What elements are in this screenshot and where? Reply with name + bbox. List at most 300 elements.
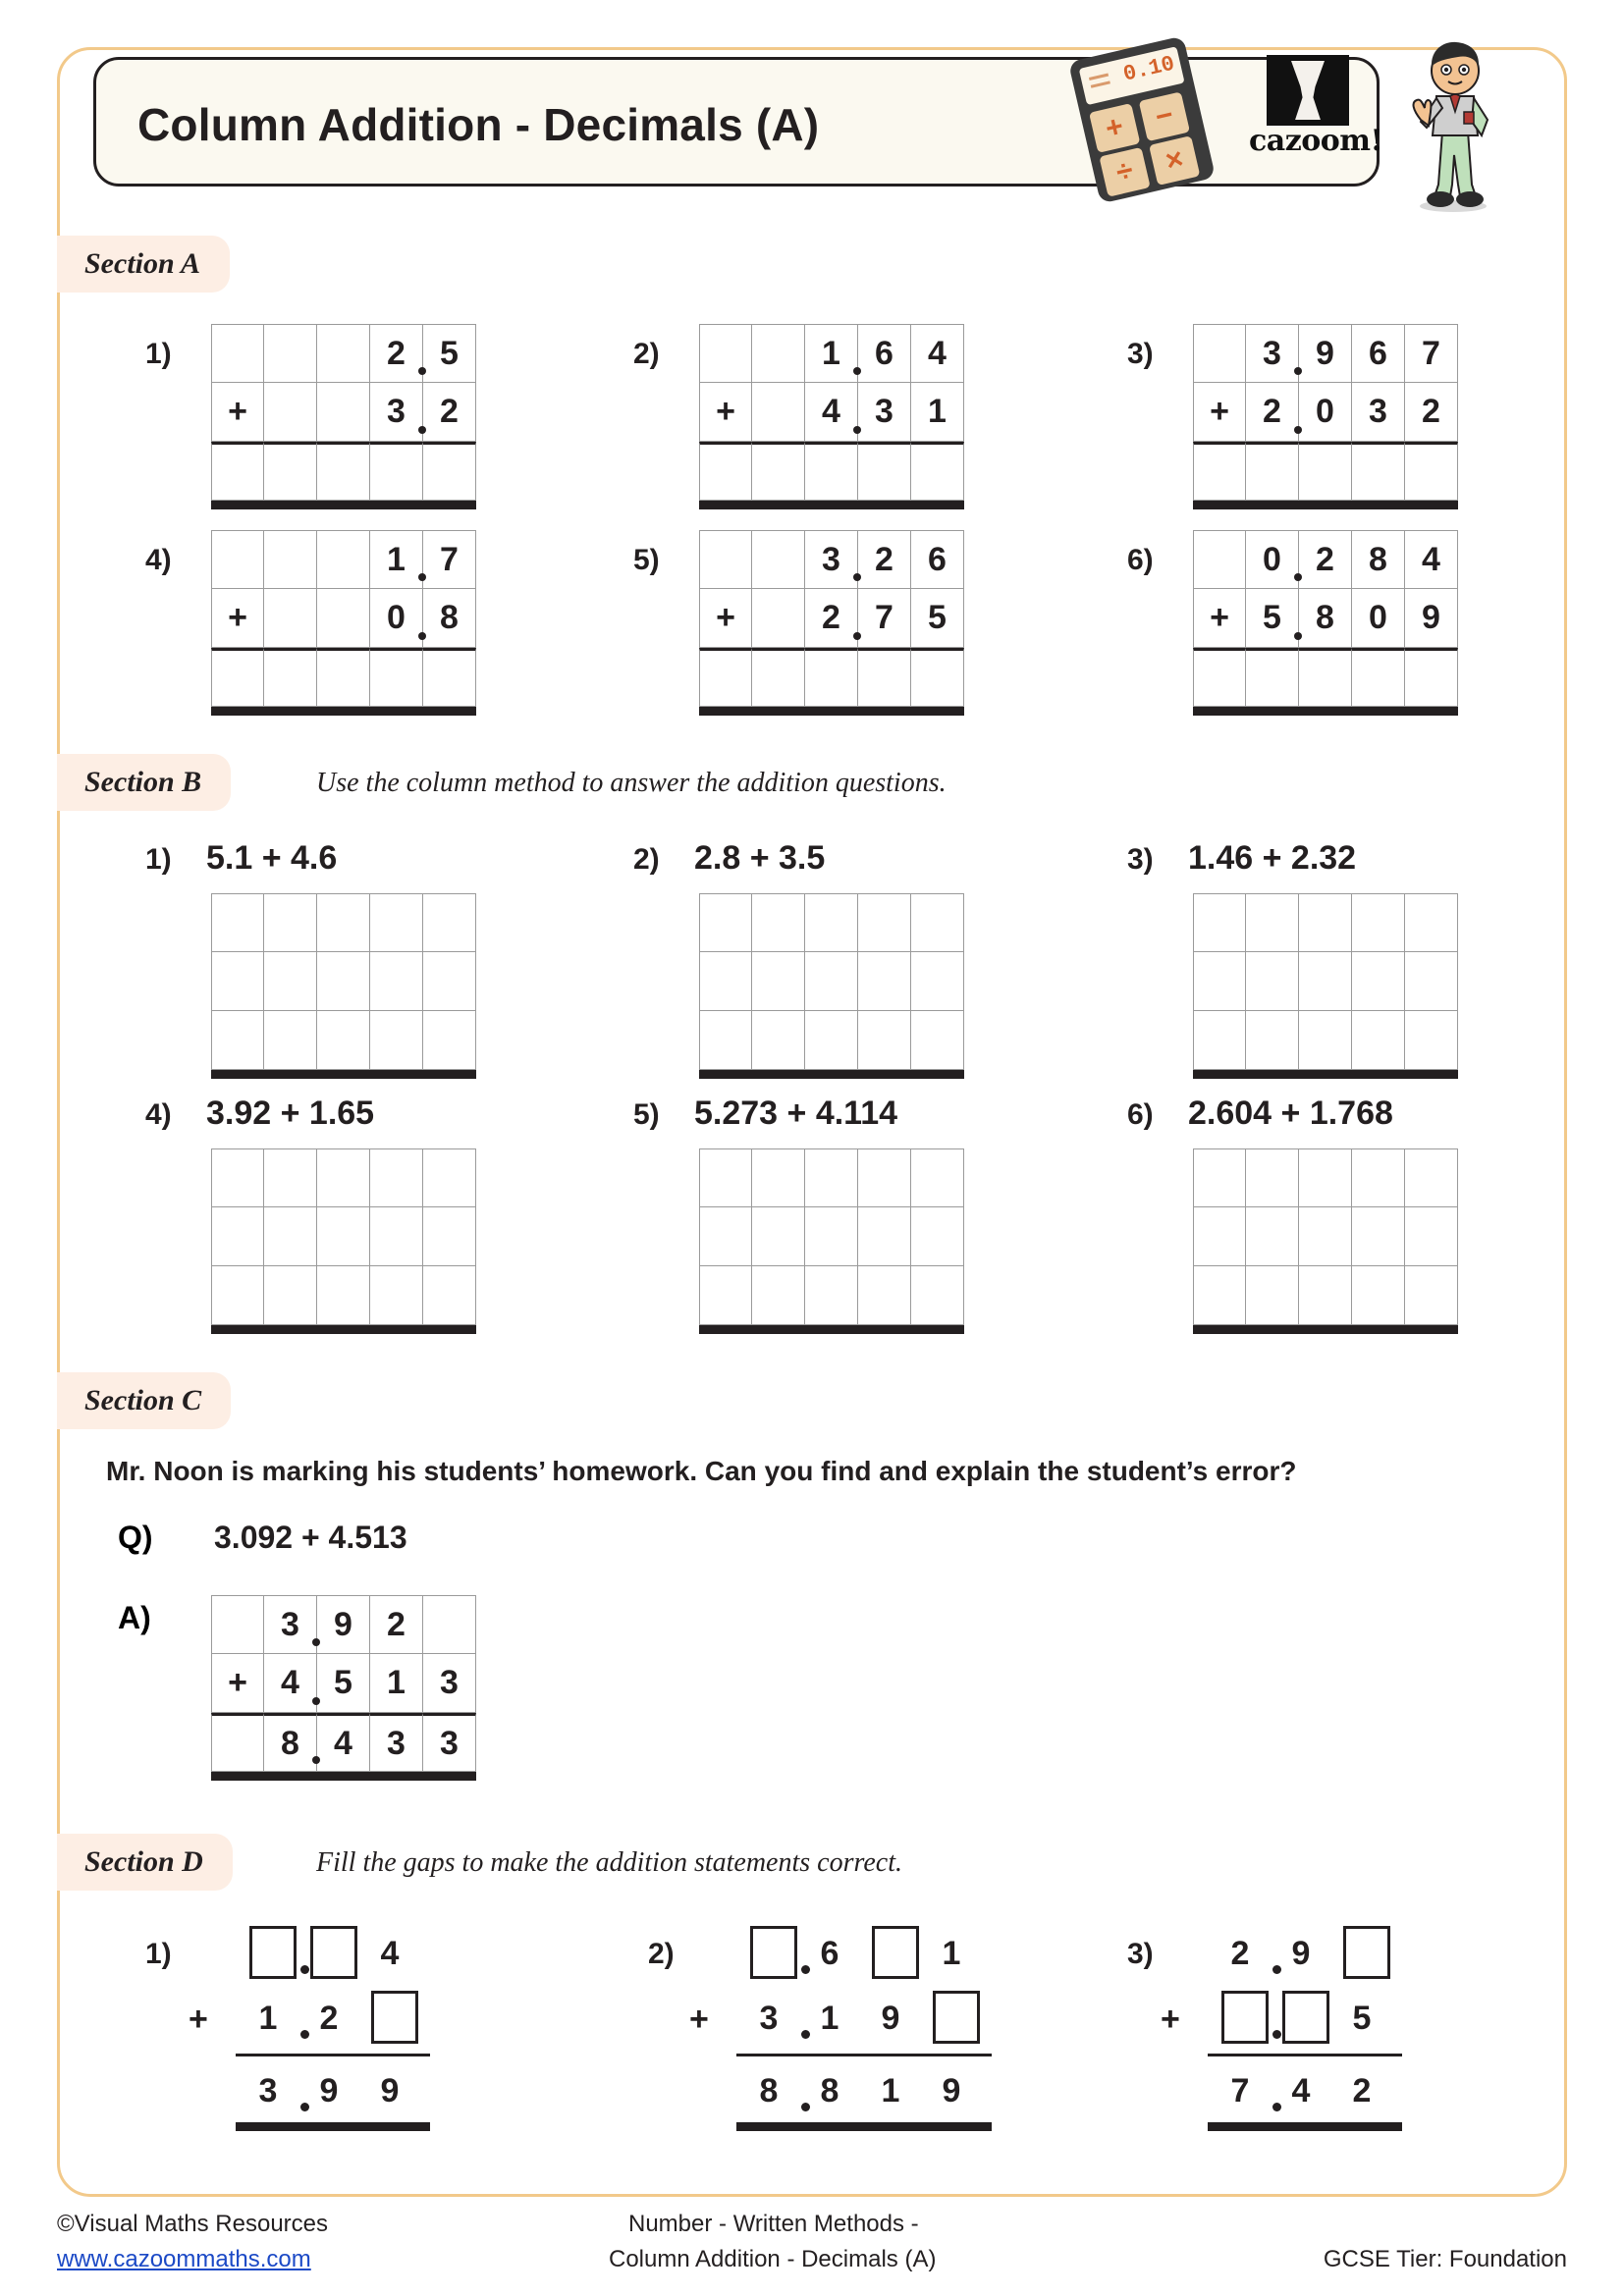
question-number: 1) (145, 338, 172, 370)
grid-cell[interactable] (317, 648, 370, 707)
fill-in-box[interactable] (1282, 1991, 1329, 2044)
grid-cell[interactable] (423, 1207, 476, 1266)
section-b-question-4-answer-grid (211, 1148, 476, 1334)
grid-cell[interactable]: + (211, 589, 264, 648)
grid-cell[interactable] (699, 1011, 752, 1070)
grid-cell[interactable] (699, 648, 752, 707)
grid-cell[interactable]: 1 (370, 530, 423, 589)
section-a-question-1-grid (211, 324, 476, 509)
grid-cell[interactable]: 3 (423, 1654, 476, 1713)
grid-cell[interactable]: 0 (1246, 530, 1299, 589)
digit: 2 (1230, 1934, 1250, 1972)
grid-cell[interactable]: 0 (1352, 589, 1405, 648)
grid-cell[interactable]: 0 (1299, 383, 1352, 442)
grid-cell[interactable] (1405, 1148, 1458, 1207)
brand-name: cazoom! (1249, 124, 1383, 158)
grid-cell[interactable]: 9 (1299, 324, 1352, 383)
grid-cell[interactable] (1352, 648, 1405, 707)
grid-cell[interactable]: 7 (423, 530, 476, 589)
grid-row (211, 1654, 476, 1713)
grid-cell[interactable]: 9 (317, 1595, 370, 1654)
grid-cell[interactable] (317, 530, 370, 589)
grid-row (211, 324, 476, 383)
drum-icon (1267, 55, 1349, 126)
grid-cell[interactable] (1405, 1207, 1458, 1266)
grid-cell[interactable] (423, 952, 476, 1011)
grid-cell[interactable] (211, 1595, 264, 1654)
grid-cell[interactable] (1299, 893, 1352, 952)
grid-cell[interactable]: + (1193, 589, 1246, 648)
grid-cell[interactable]: 4 (264, 1654, 317, 1713)
grid-cell[interactable] (1246, 442, 1299, 501)
grid-base-bar (211, 501, 476, 509)
digit: 6 (820, 1934, 839, 1972)
grid-cell[interactable]: 1 (370, 1654, 423, 1713)
grid-base-bar (1193, 1325, 1458, 1334)
grid-cell[interactable] (317, 1207, 370, 1266)
grid-cell[interactable]: 5 (423, 324, 476, 383)
grid-cell[interactable] (1193, 1011, 1246, 1070)
grid-cell[interactable] (699, 893, 752, 952)
grid-cell[interactable] (752, 589, 805, 648)
section-a-question-3-grid (1193, 324, 1458, 509)
grid-cell[interactable] (317, 1266, 370, 1325)
grid-base-bar (1193, 707, 1458, 716)
grid-row (699, 1148, 964, 1207)
grid-cell[interactable] (317, 893, 370, 952)
grid-row (1193, 589, 1458, 648)
grid-cell[interactable] (317, 383, 370, 442)
grid-base-bar (211, 1325, 476, 1334)
grid-cell[interactable] (752, 442, 805, 501)
grid-cell[interactable] (1299, 1207, 1352, 1266)
grid-cell[interactable] (1246, 952, 1299, 1011)
grid-cell[interactable] (1193, 648, 1246, 707)
digit: 2 (319, 1999, 339, 2037)
grid-cell[interactable]: 3 (370, 383, 423, 442)
grid-cell[interactable] (264, 442, 317, 501)
grid-cell[interactable] (1246, 1266, 1299, 1325)
grid-cell[interactable]: 8 (264, 1713, 317, 1772)
question-number: 6) (1127, 1098, 1154, 1131)
grid-cell[interactable]: 3 (858, 383, 911, 442)
grid-cell[interactable] (752, 324, 805, 383)
grid-cell[interactable] (317, 589, 370, 648)
grid-cell[interactable] (805, 648, 858, 707)
grid-cell[interactable] (211, 530, 264, 589)
grid-cell[interactable] (211, 1266, 264, 1325)
grid-row (1193, 648, 1458, 707)
grid-cell[interactable] (1193, 442, 1246, 501)
digit: 9 (942, 2071, 961, 2109)
grid-cell[interactable] (1246, 1011, 1299, 1070)
grid-cell[interactable]: 3 (1246, 324, 1299, 383)
section-b-question-5-answer-grid (699, 1148, 964, 1334)
grid-row (211, 1011, 476, 1070)
grid-cell[interactable] (805, 1266, 858, 1325)
grid-cell[interactable] (1193, 324, 1246, 383)
grid-base-bar (211, 707, 476, 716)
section-b-question-2-text: 2.8 + 3.5 (694, 839, 826, 877)
grid-cell[interactable] (1405, 442, 1458, 501)
grid-cell[interactable] (370, 442, 423, 501)
grid-cell[interactable]: 3 (423, 1713, 476, 1772)
fill-in-box[interactable] (371, 1991, 418, 2044)
grid-cell[interactable] (699, 530, 752, 589)
grid-cell[interactable]: 8 (1352, 530, 1405, 589)
grid-cell[interactable] (699, 1266, 752, 1325)
section-a-label: Section A (57, 236, 230, 293)
grid-cell[interactable] (911, 1148, 964, 1207)
grid-cell[interactable] (211, 1148, 264, 1207)
grid-cell[interactable]: 0 (370, 589, 423, 648)
grid-row (211, 442, 476, 501)
fill-in-box[interactable] (1343, 1926, 1390, 1979)
grid-cell[interactable] (370, 1148, 423, 1207)
grid-cell[interactable]: 2 (370, 1595, 423, 1654)
grid-row (211, 648, 476, 707)
grid-cell[interactable] (805, 1207, 858, 1266)
grid-cell[interactable]: 7 (858, 589, 911, 648)
grid-base-bar (1193, 501, 1458, 509)
grid-cell[interactable] (264, 648, 317, 707)
grid-cell[interactable]: 3 (370, 1713, 423, 1772)
section-b-question-3-text: 1.46 + 2.32 (1188, 839, 1357, 877)
grid-cell[interactable] (264, 952, 317, 1011)
grid-cell[interactable] (1193, 1266, 1246, 1325)
grid-cell[interactable]: 3 (264, 1595, 317, 1654)
grid-cell[interactable] (423, 1011, 476, 1070)
grid-cell[interactable]: 3 (1352, 383, 1405, 442)
answer-base-bar (236, 2122, 430, 2131)
section-a-question-6-grid (1193, 530, 1458, 716)
plus-sign: + (689, 2001, 709, 2038)
grid-cell[interactable]: 6 (858, 324, 911, 383)
grid-cell[interactable]: 9 (1405, 589, 1458, 648)
grid-cell[interactable] (805, 1011, 858, 1070)
digit: 9 (881, 1999, 900, 2037)
grid-row (699, 1207, 964, 1266)
grid-cell[interactable] (370, 1011, 423, 1070)
grid-cell[interactable] (1299, 1011, 1352, 1070)
grid-cell[interactable]: 7 (1405, 324, 1458, 383)
grid-cell[interactable] (211, 1207, 264, 1266)
grid-cell[interactable]: 2 (1299, 530, 1352, 589)
grid-cell[interactable] (1246, 893, 1299, 952)
decimal-point (300, 1965, 309, 1974)
question-number: 4) (145, 1098, 172, 1131)
section-c-q-label: Q) (118, 1520, 153, 1555)
answer-rule (1208, 2054, 1402, 2056)
grid-cell[interactable] (699, 442, 752, 501)
grid-row (1193, 1266, 1458, 1325)
grid-cell[interactable] (264, 1011, 317, 1070)
grid-cell[interactable]: 5 (1246, 589, 1299, 648)
grid-cell[interactable]: 2 (858, 530, 911, 589)
grid-row (211, 1595, 476, 1654)
digit: 7 (1230, 2071, 1250, 2109)
grid-cell[interactable]: 2 (423, 383, 476, 442)
page-footer (0, 2211, 1624, 2289)
decimal-point (300, 2103, 309, 2111)
calculator-display-value: 0.10 (1120, 51, 1177, 87)
decimal-point (801, 2030, 810, 2039)
grid-cell[interactable] (858, 1266, 911, 1325)
grid-cell[interactable]: 1 (805, 324, 858, 383)
grid-row (211, 1207, 476, 1266)
grid-cell[interactable] (211, 648, 264, 707)
grid-cell[interactable] (752, 952, 805, 1011)
grid-cell[interactable] (317, 442, 370, 501)
grid-cell[interactable] (370, 1207, 423, 1266)
grid-row (211, 589, 476, 648)
grid-cell[interactable] (264, 383, 317, 442)
grid-cell[interactable] (1246, 648, 1299, 707)
grid-cell[interactable] (423, 1148, 476, 1207)
digit: 8 (759, 2071, 779, 2109)
grid-base-bar (1193, 1070, 1458, 1079)
grid-cell[interactable] (1193, 1148, 1246, 1207)
question-number: 1) (145, 843, 172, 876)
section-b-question-5-text: 5.273 + 4.114 (694, 1095, 898, 1132)
grid-cell[interactable] (370, 952, 423, 1011)
grid-cell[interactable] (264, 324, 317, 383)
section-c-prompt: Mr. Noon is marking his students’ homework. Can you find and explain the student’s error? (106, 1456, 1297, 1486)
grid-cell[interactable] (1405, 648, 1458, 707)
grid-row (1193, 324, 1458, 383)
grid-cell[interactable] (264, 1266, 317, 1325)
grid-cell[interactable] (1299, 1266, 1352, 1325)
grid-cell[interactable]: 2 (370, 324, 423, 383)
equals-bar-top (1089, 74, 1109, 80)
footer-website-link[interactable]: www.cazoommaths.com (57, 2246, 311, 2272)
grid-cell[interactable]: + (1193, 383, 1246, 442)
digit: 1 (881, 2071, 900, 2109)
grid-cell[interactable]: 6 (911, 530, 964, 589)
question-number: 2) (633, 843, 660, 876)
grid-cell[interactable] (752, 648, 805, 707)
grid-row (1193, 1207, 1458, 1266)
grid-cell[interactable] (370, 648, 423, 707)
grid-cell[interactable] (858, 1011, 911, 1070)
grid-cell[interactable]: + (699, 589, 752, 648)
grid-cell[interactable] (911, 1011, 964, 1070)
grid-cell[interactable] (264, 589, 317, 648)
minus-key-icon: − (1139, 91, 1190, 141)
grid-cell[interactable] (699, 324, 752, 383)
grid-cell[interactable] (752, 530, 805, 589)
grid-cell[interactable] (1352, 1266, 1405, 1325)
grid-cell[interactable]: 4 (805, 383, 858, 442)
grid-cell[interactable] (911, 1266, 964, 1325)
answer-base-bar (1208, 2122, 1402, 2131)
section-b-question-3-answer-grid (1193, 893, 1458, 1079)
grid-cell[interactable] (1246, 1148, 1299, 1207)
grid-cell[interactable] (1352, 893, 1405, 952)
grid-cell[interactable] (1193, 952, 1246, 1011)
grid-row (699, 1011, 964, 1070)
grid-cell[interactable] (370, 893, 423, 952)
grid-cell[interactable] (1352, 1148, 1405, 1207)
grid-row (211, 383, 476, 442)
grid-cell[interactable] (423, 893, 476, 952)
grid-cell[interactable] (264, 893, 317, 952)
grid-cell[interactable] (1405, 1266, 1458, 1325)
grid-cell[interactable] (858, 442, 911, 501)
grid-cell[interactable] (752, 1207, 805, 1266)
digit: 4 (1291, 2071, 1311, 2109)
grid-base-bar (699, 501, 964, 509)
grid-cell[interactable] (423, 1595, 476, 1654)
grid-cell[interactable] (858, 952, 911, 1011)
grid-cell[interactable] (911, 648, 964, 707)
grid-cell[interactable] (805, 442, 858, 501)
grid-cell[interactable] (1299, 648, 1352, 707)
fill-in-box[interactable] (310, 1926, 357, 1979)
grid-cell[interactable]: 3 (805, 530, 858, 589)
grid-cell[interactable] (1405, 952, 1458, 1011)
grid-cell[interactable] (911, 952, 964, 1011)
grid-cell[interactable]: 5 (911, 589, 964, 648)
grid-cell[interactable]: 1 (911, 383, 964, 442)
grid-cell[interactable] (264, 1207, 317, 1266)
grid-cell[interactable] (264, 1148, 317, 1207)
grid-row (1193, 952, 1458, 1011)
question-number: 6) (1127, 544, 1154, 576)
grid-cell[interactable] (423, 1266, 476, 1325)
question-number: 3) (1127, 843, 1154, 876)
grid-cell[interactable] (1299, 952, 1352, 1011)
grid-cell[interactable] (1352, 1011, 1405, 1070)
grid-cell[interactable] (805, 952, 858, 1011)
grid-cell[interactable] (423, 648, 476, 707)
question-number: 3) (1127, 1938, 1154, 1970)
grid-cell[interactable] (370, 1266, 423, 1325)
decimal-point (1272, 2030, 1281, 2039)
fill-in-box[interactable] (933, 1991, 980, 2044)
grid-row (1193, 893, 1458, 952)
grid-row (1193, 383, 1458, 442)
grid-cell[interactable]: 5 (317, 1654, 370, 1713)
grid-cell[interactable] (1405, 893, 1458, 952)
section-b-question-4-text: 3.92 + 1.65 (206, 1095, 375, 1132)
grid-cell[interactable] (211, 1713, 264, 1772)
grid-cell[interactable] (317, 1011, 370, 1070)
grid-cell[interactable]: 2 (805, 589, 858, 648)
digit: 1 (942, 1934, 961, 1972)
grid-cell[interactable] (911, 1207, 964, 1266)
grid-cell[interactable] (858, 1148, 911, 1207)
grid-cell[interactable] (264, 530, 317, 589)
grid-cell[interactable] (1193, 530, 1246, 589)
grid-base-bar (699, 1325, 964, 1334)
answer-rule (736, 2054, 992, 2056)
grid-row (699, 952, 964, 1011)
grid-cell[interactable] (752, 893, 805, 952)
grid-row (211, 1713, 476, 1772)
fill-in-box[interactable] (1221, 1991, 1269, 2044)
grid-row (699, 442, 964, 501)
grid-cell[interactable] (211, 952, 264, 1011)
grid-row (211, 530, 476, 589)
grid-cell[interactable]: 8 (423, 589, 476, 648)
grid-cell[interactable] (317, 952, 370, 1011)
grid-cell[interactable]: 2 (1246, 383, 1299, 442)
plus-sign: + (1161, 2001, 1180, 2038)
grid-cell[interactable]: + (211, 1654, 264, 1713)
grid-cell[interactable] (1352, 1207, 1405, 1266)
grid-cell[interactable] (699, 1148, 752, 1207)
digit: 9 (1291, 1934, 1311, 1972)
question-number: 4) (145, 544, 172, 576)
grid-cell[interactable] (1193, 1207, 1246, 1266)
fill-in-box[interactable] (249, 1926, 297, 1979)
grid-cell[interactable] (858, 893, 911, 952)
grid-row (211, 1148, 476, 1207)
grid-row (211, 952, 476, 1011)
grid-cell[interactable]: 4 (1405, 530, 1458, 589)
fill-in-box[interactable] (750, 1926, 797, 1979)
grid-cell[interactable] (752, 1266, 805, 1325)
section-c-a-label: A) (118, 1600, 151, 1635)
digit: 8 (820, 2071, 839, 2109)
grid-cell[interactable] (858, 1207, 911, 1266)
grid-cell[interactable] (1193, 893, 1246, 952)
grid-cell[interactable]: 4 (911, 324, 964, 383)
grid-cell[interactable] (211, 1011, 264, 1070)
grid-cell[interactable] (752, 383, 805, 442)
grid-base-bar (211, 1070, 476, 1079)
digit: 2 (1352, 2071, 1372, 2109)
grid-cell[interactable]: 6 (1352, 324, 1405, 383)
grid-cell[interactable] (752, 1011, 805, 1070)
grid-cell[interactable] (699, 952, 752, 1011)
footer-topic-line1: Number - Written Methods - (628, 2211, 919, 2237)
grid-cell[interactable] (317, 1148, 370, 1207)
grid-cell[interactable] (1405, 1011, 1458, 1070)
grid-cell[interactable] (858, 648, 911, 707)
grid-cell[interactable]: 4 (317, 1713, 370, 1772)
grid-cell[interactable]: + (211, 383, 264, 442)
grid-cell[interactable] (423, 442, 476, 501)
footer-tier: GCSE Tier: Foundation (1323, 2246, 1567, 2272)
grid-cell[interactable] (1299, 1148, 1352, 1207)
grid-cell[interactable] (1246, 1207, 1299, 1266)
grid-cell[interactable] (211, 324, 264, 383)
grid-cell[interactable] (1352, 952, 1405, 1011)
section-c-q-text: 3.092 + 4.513 (214, 1520, 407, 1555)
grid-cell[interactable] (752, 1148, 805, 1207)
grid-cell[interactable] (911, 442, 964, 501)
fill-in-box[interactable] (872, 1926, 919, 1979)
grid-cell[interactable] (805, 1148, 858, 1207)
grid-cell[interactable] (911, 893, 964, 952)
digit: 3 (759, 1999, 779, 2037)
grid-cell[interactable]: + (699, 383, 752, 442)
grid-cell[interactable] (211, 442, 264, 501)
grid-cell[interactable]: 8 (1299, 589, 1352, 648)
grid-cell[interactable] (805, 893, 858, 952)
grid-cell[interactable] (211, 893, 264, 952)
grid-cell[interactable]: 2 (1405, 383, 1458, 442)
section-a-question-4-grid (211, 530, 476, 716)
grid-cell[interactable] (1299, 442, 1352, 501)
grid-cell[interactable] (699, 1207, 752, 1266)
question-number: 3) (1127, 338, 1154, 370)
question-number: 2) (648, 1938, 675, 1970)
grid-cell[interactable] (317, 324, 370, 383)
grid-cell[interactable] (1352, 442, 1405, 501)
